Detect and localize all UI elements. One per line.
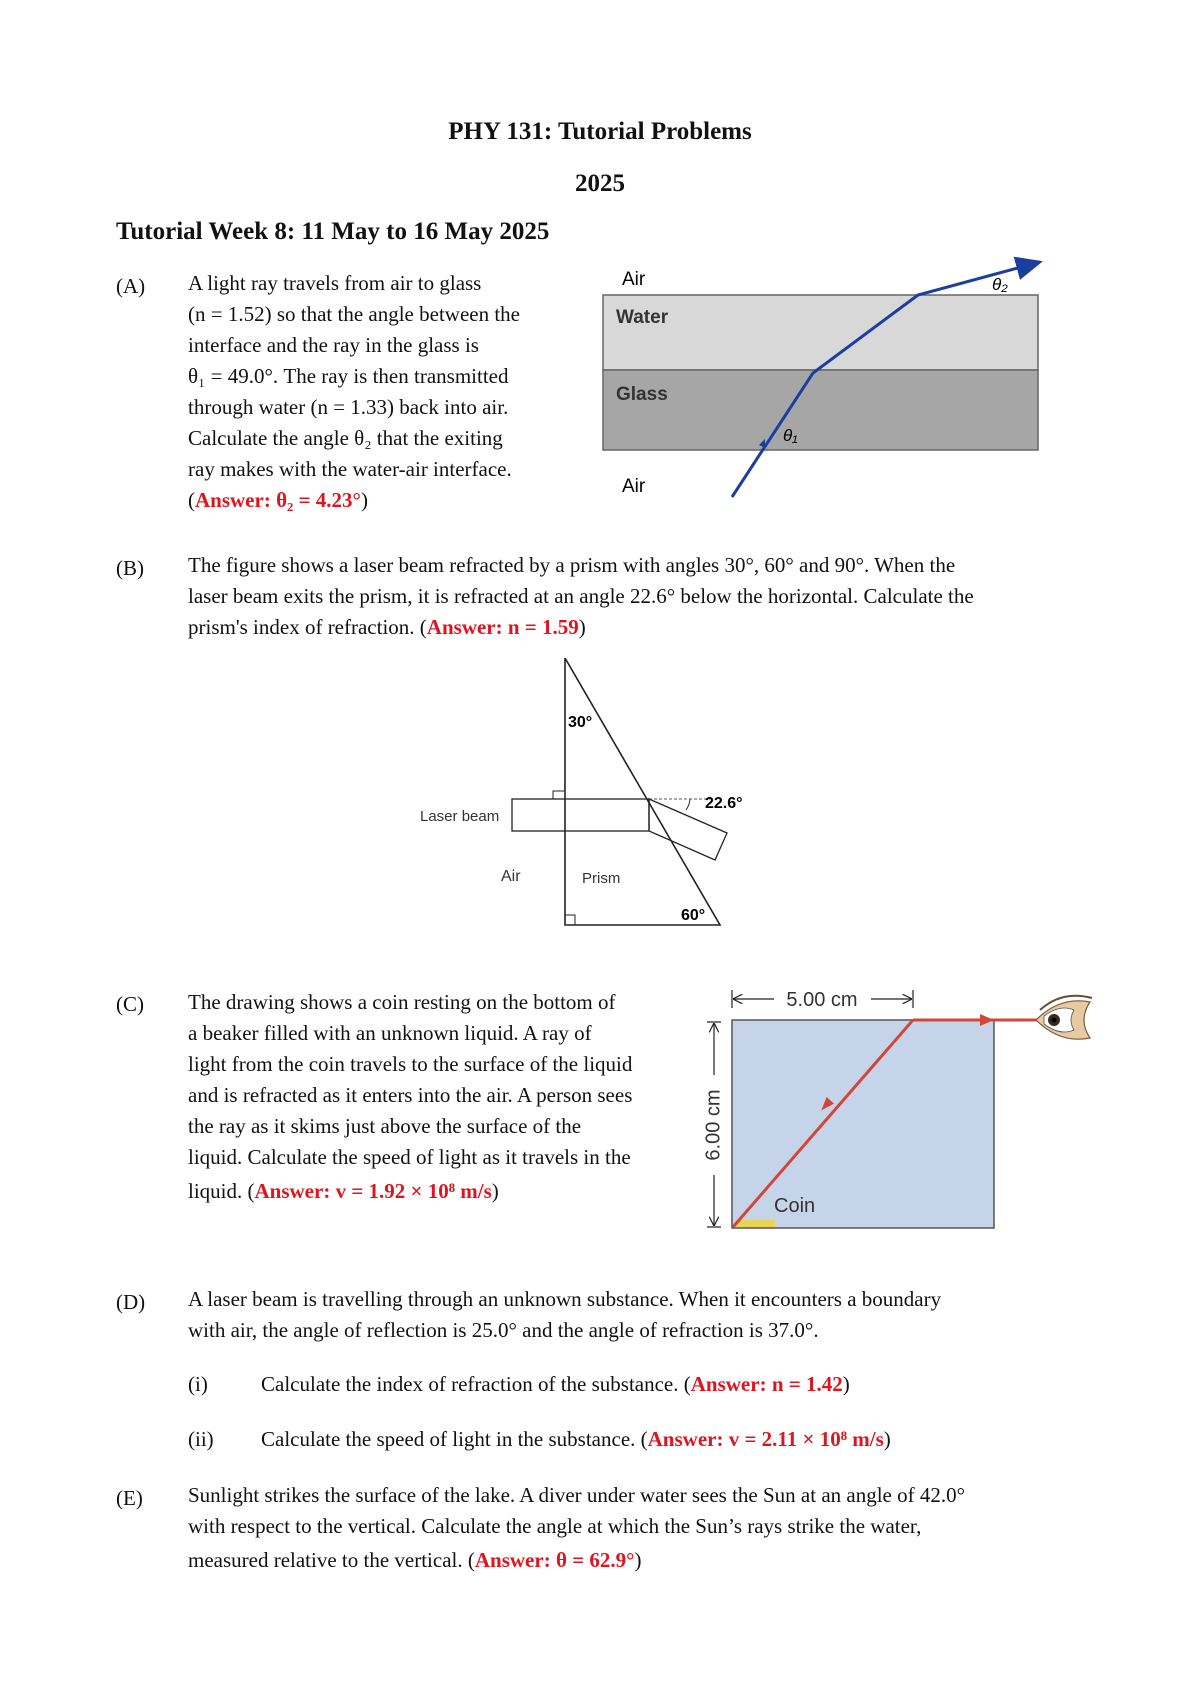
problem-e-answer-line: measured relative to the vertical. (Answer: θ = 62.9°) — [188, 1548, 642, 1572]
problem-c-line: light from the coin travels to the surface of the liquid — [188, 1052, 633, 1076]
angle-60-label: 60° — [681, 907, 706, 924]
angle-30-label: 30° — [568, 714, 593, 731]
problem-c-label: (C) — [116, 992, 144, 1016]
glass-layer — [603, 370, 1038, 450]
problem-a-answer: Answer: θ₂ = 4.23° — [195, 488, 361, 512]
problem-b-answer-line: prism's index of refraction. (Answer: n = 1.59) — [188, 615, 586, 639]
problem-d-line: with air, the angle of reflection is 25.0° and the angle of refraction is 37.0°. — [188, 1318, 819, 1342]
problem-d-part-ii-label: (ii) — [188, 1427, 214, 1451]
problem-d-label: (D) — [116, 1290, 146, 1314]
problem-b-answer: Answer: n = 1.59 — [426, 615, 579, 639]
problem-d-text — [188, 1284, 1096, 1346]
problem-d-part-i: Calculate the index of refraction of the substance. (Answer: n = 1.42) — [261, 1372, 850, 1396]
problem-d-part-i-answer: Answer: n = 1.42 — [690, 1372, 843, 1396]
problem-a-label: (A) — [116, 274, 146, 298]
coin-label: Coin — [774, 1195, 816, 1217]
problem-a-line: A light ray travels from air to glass — [188, 271, 482, 295]
problem-a-line: (n = 1.52) so that the angle between the — [188, 302, 520, 326]
problem-a-answer-line: (Answer: θ₂ = 4.23°) — [188, 488, 368, 512]
problem-c-line: The drawing shows a coin resting on the bottom of — [188, 990, 616, 1014]
problem-a-text — [188, 268, 588, 516]
problem-a-line: ray makes with the water-air interface. — [188, 457, 512, 481]
page-year: 2025 — [575, 170, 625, 197]
problem-c-line: and is refracted as it enters into the air. A person sees — [188, 1083, 633, 1107]
figure-b-prism — [410, 650, 770, 930]
problem-a-line: θ₁ = 49.0°. The ray is then transmitted — [188, 364, 509, 388]
problem-b-line: The figure shows a laser beam refracted by a prism with angles 30°, 60° and 90°. When the — [188, 553, 956, 577]
problem-c-text — [188, 987, 683, 1207]
week-heading: Tutorial Week 8: 11 May to 16 May 2025 — [116, 218, 550, 245]
height-label: 6.00 cm — [702, 1089, 725, 1161]
prism-label: Prism — [582, 870, 621, 887]
air-label: Air — [501, 868, 521, 885]
problem-d-part-ii: Calculate the speed of light in the substance. (Answer: v = 2.11 × 10⁸ m/s) — [261, 1427, 891, 1451]
theta2-label: θ₂ — [992, 275, 1008, 294]
problem-c-answer: Answer: v = 1.92 × 10⁸ m/s — [254, 1179, 492, 1203]
air-top-label: Air — [622, 269, 646, 290]
angle-22-label: 22.6° — [705, 795, 743, 812]
problem-e-line: with respect to the vertical. Calculate the angle at which the Sun’s rays strike the water, — [188, 1514, 922, 1538]
figure-c-beaker — [688, 980, 1098, 1235]
problem-e-line: Sunlight strikes the surface of the lake. A diver under water sees the Sun at an angle of 42.0° — [188, 1483, 966, 1507]
problem-b-text — [188, 550, 1096, 643]
page-title: PHY 131: Tutorial Problems — [448, 118, 752, 145]
air-bottom-label: Air — [622, 476, 646, 497]
water-layer — [603, 295, 1038, 370]
problem-c-answer-line: liquid. (Answer: v = 1.92 × 10⁸ m/s) — [188, 1179, 499, 1203]
problem-c-line: a beaker filled with an unknown liquid. A ray of — [188, 1021, 592, 1045]
laser-beam-label: Laser beam — [420, 808, 500, 825]
problem-e-text — [188, 1480, 1096, 1576]
problem-a-line: Calculate the angle θ₂ that the exiting — [188, 426, 503, 450]
liquid-beaker — [732, 1020, 994, 1228]
eye-icon — [1036, 996, 1092, 1039]
problem-e-answer: Answer: θ = 62.9° — [474, 1548, 635, 1572]
problem-b-label: (B) — [116, 556, 144, 580]
right-angle-mark — [565, 915, 575, 925]
figure-a-refraction — [600, 255, 1050, 505]
problem-d-part-i-label: (i) — [188, 1372, 208, 1396]
laser-beam — [512, 799, 649, 831]
water-label: Water — [616, 307, 669, 328]
problem-d-part-ii-answer: Answer: v = 2.11 × 10⁸ m/s — [647, 1427, 884, 1451]
theta1-label: θ₁ — [783, 426, 798, 445]
glass-label: Glass — [616, 384, 668, 405]
problem-a-line: interface and the ray in the glass is — [188, 333, 479, 357]
problem-c-line: liquid. Calculate the speed of light as it travels in the — [188, 1145, 631, 1169]
problem-e-label: (E) — [116, 1486, 143, 1510]
coin — [735, 1220, 775, 1227]
problem-b-line: laser beam exits the prism, it is refracted at an angle 22.6° below the horizontal. Calculate the — [188, 584, 974, 608]
problem-c-line: the ray as it skims just above the surface of the — [188, 1114, 582, 1138]
width-label: 5.00 cm — [786, 989, 858, 1011]
problem-a-line: through water (n = 1.33) back into air. — [188, 395, 509, 419]
beam-marker — [553, 791, 565, 799]
problem-d-line: A laser beam is travelling through an unknown substance. When it encounters a boundary — [188, 1287, 942, 1311]
exit-angle-arc — [686, 799, 690, 810]
